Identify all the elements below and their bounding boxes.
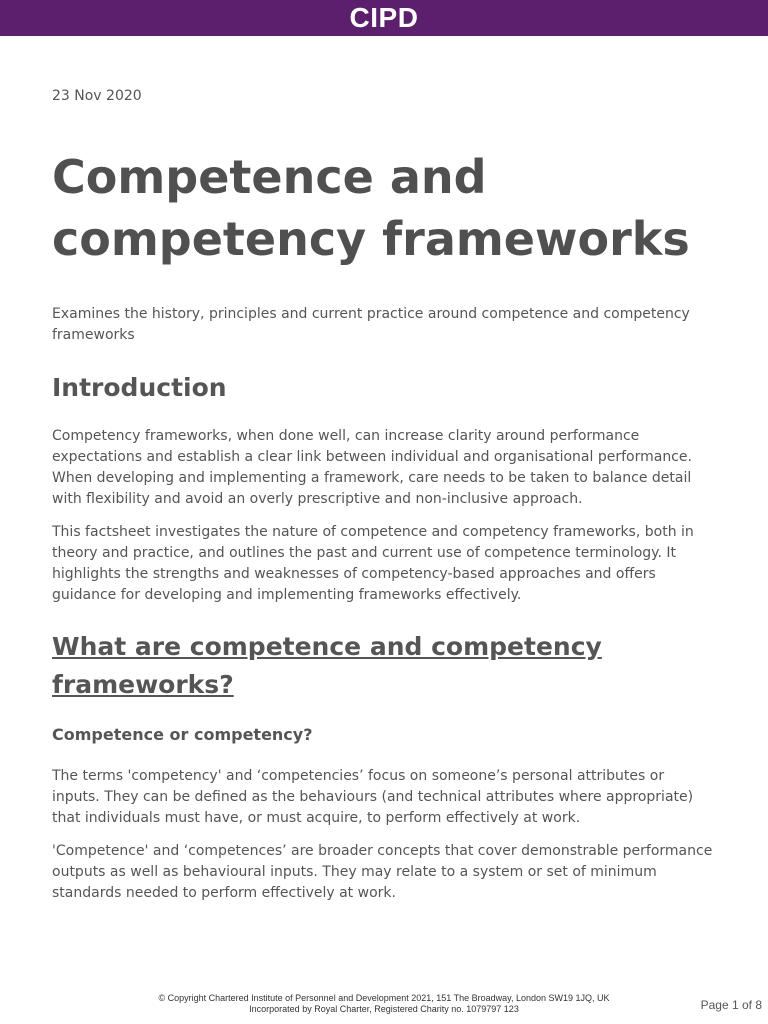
- competence-or-competency-subheading: Competence or competency?: [52, 725, 313, 744]
- introduction-heading: Introduction: [52, 373, 227, 402]
- charity-notice: Incorporated by Royal Charter, Registered Charity no. 1079797 123: [249, 1004, 519, 1014]
- what-are-paragraph-1: The terms 'competency' and ‘competencies’ focus on someone’s personal attributes or inputs. They can be defined as the behaviours (and technical attributes where appropriate) that individuals must have, or must acquire, to perform effectively at work.: [52, 768, 694, 826]
- page-title: [52, 146, 716, 270]
- copyright-notice: © Copyright Chartered Institute of Personnel and Development 2021, 151 The Broadway, London SW19 1JQ, UK: [158, 993, 610, 1003]
- cipd-logo[interactable]: CIPD: [349, 2, 419, 33]
- introduction-paragraph-2: This factsheet investigates the nature of competence and competency frameworks, both in theory and practice, and outlines the past and current use of competence terminology. It highlights the strengths and weaknesses of competency-based approaches and offers guidance for developing and implementing frameworks effectively.: [52, 524, 694, 603]
- document-content: [52, 86, 716, 916]
- what-are-heading-link[interactable]: What are competence and competency frameworks?: [52, 632, 602, 699]
- publish-date: 23 Nov 2020: [52, 88, 142, 104]
- header-bar: [0, 0, 768, 36]
- page-number: Page 1 of 8: [700, 998, 762, 1012]
- page-title-line-2: competency frameworks: [52, 212, 690, 266]
- introduction-paragraph-1: Competency frameworks, when done well, can increase clarity around performance expectations and establish a clear link between individual and organisational performance. When developing and implementing a framework, care needs to be taken to balance detail with flexibility and avoid an overly prescriptive and non-inclusive approach.: [52, 428, 692, 507]
- summary: Examines the history, principles and current practice around competence and competency frameworks: [52, 306, 690, 343]
- what-are-paragraph-2: 'Competence' and ‘competences’ are broader concepts that cover demonstrable performance outputs as well as behavioural inputs. They may relate to a system or set of minimum standards needed to perform effectively at work.: [52, 843, 713, 901]
- page-title-line-1: Competence and: [52, 150, 487, 204]
- footer: [0, 993, 768, 1023]
